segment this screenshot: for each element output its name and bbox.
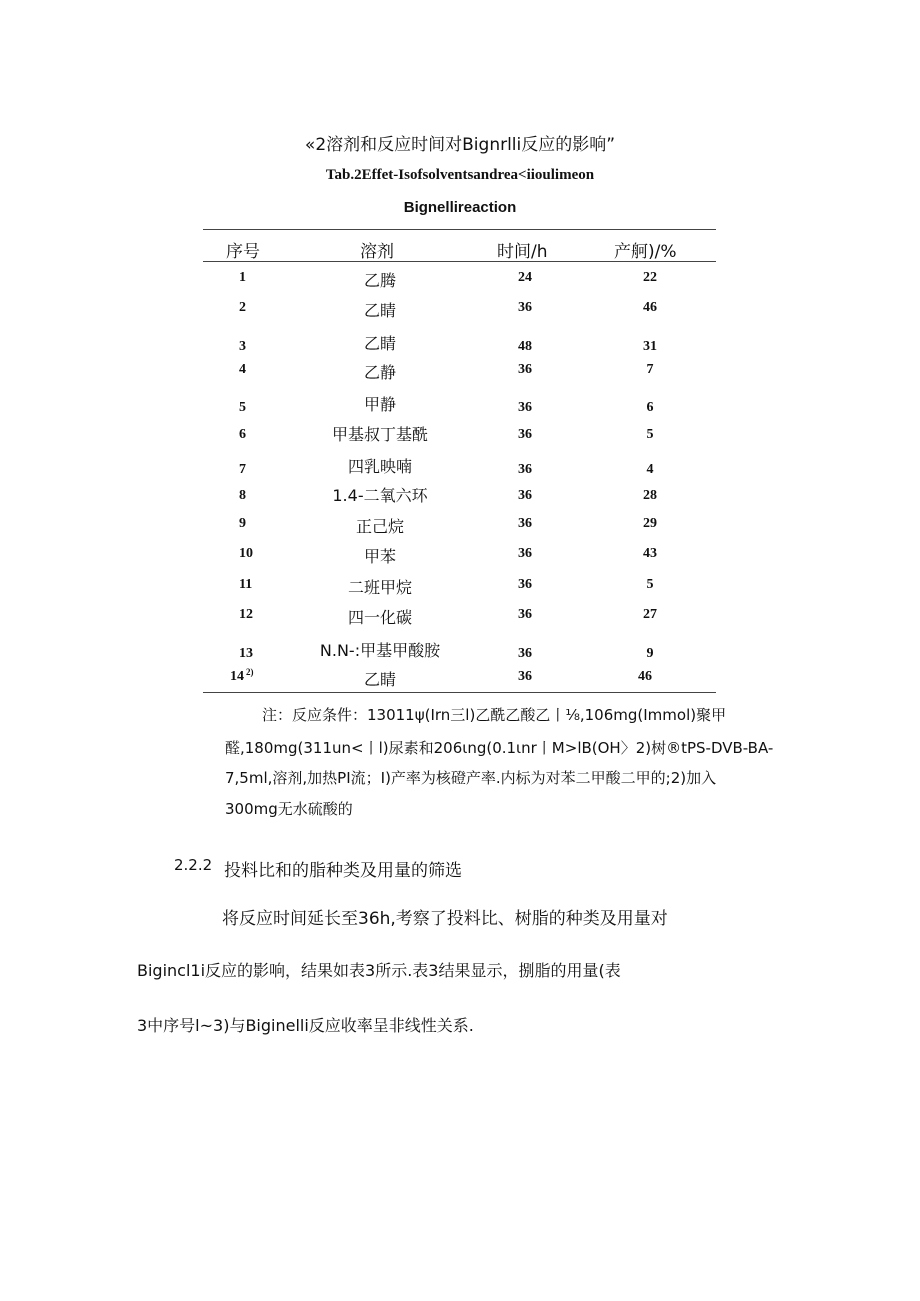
cell-time: 36: [518, 546, 532, 561]
body-line-2: Bigincl1i反应的影响，结果如表3所示.表3结果显示，捌脂的用量(表: [137, 961, 621, 980]
cell-no: 8: [239, 488, 246, 503]
cell-solvent: 1.4-二氧六环: [332, 486, 428, 505]
cell-yield: 46: [643, 300, 657, 315]
section-number: 2.2.2: [174, 856, 213, 874]
cell-yield: 9: [646, 646, 654, 661]
cell-yield: 31: [643, 339, 657, 354]
cell-yield: 5: [646, 427, 654, 442]
cell-solvent: 乙睛: [363, 670, 396, 689]
cell-no: 9: [239, 516, 246, 531]
table-caption-en-line1: Tab.2Effet-Isofsolventsandrea<iioulimeon: [325, 167, 595, 183]
cell-solvent: 甲静: [363, 395, 396, 414]
cell-solvent: 四一化碳: [347, 608, 412, 627]
cell-time: 36: [518, 669, 532, 684]
note-line-2: 醛,180mg(311un<丨l)尿素和206ιng(0.1ιnr丨M>lB(OH〉2)树®tPS-DVB-BA-: [225, 739, 774, 757]
note-line-3: 7,5ml,溶剂,加热PI流；I)产率为核磴产率.内标为对苯二甲酸二甲的;2)加入: [225, 769, 717, 787]
cell-solvent: 正己烷: [355, 517, 404, 536]
cell-yield: 27: [643, 607, 657, 622]
cell-solvent: N.N-:甲基甲酸胺: [319, 641, 441, 660]
table-top-rule: [203, 229, 716, 230]
cell-time: 48: [518, 339, 532, 354]
cell-time: 36: [518, 488, 532, 503]
cell-time: 36: [518, 577, 532, 592]
cell-time: 36: [518, 462, 532, 477]
cell-time: 36: [518, 646, 532, 661]
cell-yield: 46: [638, 669, 652, 684]
cell-time: 36: [518, 400, 532, 415]
cell-yield: 7: [646, 362, 654, 377]
header-solvent: 溶剂: [360, 242, 394, 262]
note-line-1: 注：反应条件：13011ψ(Irn三l)乙酰乙酸乙丨⅛,106mg(Immol)聚甲: [262, 706, 727, 724]
cell-no: 5: [239, 400, 246, 415]
header-no: 序号: [226, 242, 260, 262]
section-title: 投料比和的脂种类及用量的筛选: [224, 861, 462, 881]
cell-time: 36: [518, 362, 532, 377]
cell-yield: 29: [643, 516, 657, 531]
cell-yield: 43: [643, 546, 657, 561]
header-yield: 产舸)/%: [614, 242, 677, 262]
cell-solvent: 乙静: [363, 363, 396, 382]
cell-solvent: 乙睛: [363, 301, 396, 320]
cell-no: 10: [239, 546, 253, 561]
header-time: 时间/h: [497, 242, 548, 262]
cell-no: 1: [239, 270, 246, 285]
cell-solvent: 二班甲烷: [347, 578, 412, 597]
cell-yield: 22: [643, 270, 657, 285]
cell-solvent: 四乳映喃: [347, 457, 412, 476]
cell-time: 24: [518, 270, 532, 285]
cell-solvent: 乙睛: [363, 334, 396, 353]
cell-time: 36: [518, 516, 532, 531]
cell-no: 14: [230, 669, 244, 684]
table-caption-cn: «2溶剂和反应时间对Bignrlli反应的影响”: [304, 135, 616, 155]
cell-yield: 4: [646, 462, 654, 477]
cell-yield: 5: [646, 577, 654, 592]
cell-solvent: 甲基叔丁基酰: [331, 425, 428, 444]
table-bottom-rule: [203, 692, 716, 693]
cell-no: 11: [239, 577, 253, 592]
cell-no: 3: [239, 339, 246, 354]
cell-yield: 28: [643, 488, 657, 503]
cell-no: 12: [239, 607, 253, 622]
cell-time: 36: [518, 427, 532, 442]
cell-solvent: 甲苯: [363, 547, 396, 566]
cell-no-footnote: 2): [246, 667, 254, 677]
note-line-4: 300mg无水硫酸的: [225, 800, 353, 818]
cell-solvent: 乙腾: [363, 271, 396, 290]
cell-time: 36: [518, 607, 532, 622]
table-header-rule: [203, 261, 716, 262]
cell-no: 2: [239, 300, 246, 315]
cell-no: 4: [239, 362, 246, 377]
table-caption-en-line2: Bignellireaction: [403, 199, 517, 216]
cell-no: 13: [239, 646, 253, 661]
cell-no: 6: [239, 427, 246, 442]
cell-no: 7: [239, 462, 246, 477]
body-line-3: 3中序号l~3)与Biginelli反应收率呈非线性关系.: [137, 1016, 474, 1035]
cell-yield: 6: [646, 400, 654, 415]
cell-time: 36: [518, 300, 532, 315]
body-line-1: 将反应时间延长至36h,考察了投料比、树脂的种类及用量对: [222, 909, 668, 929]
